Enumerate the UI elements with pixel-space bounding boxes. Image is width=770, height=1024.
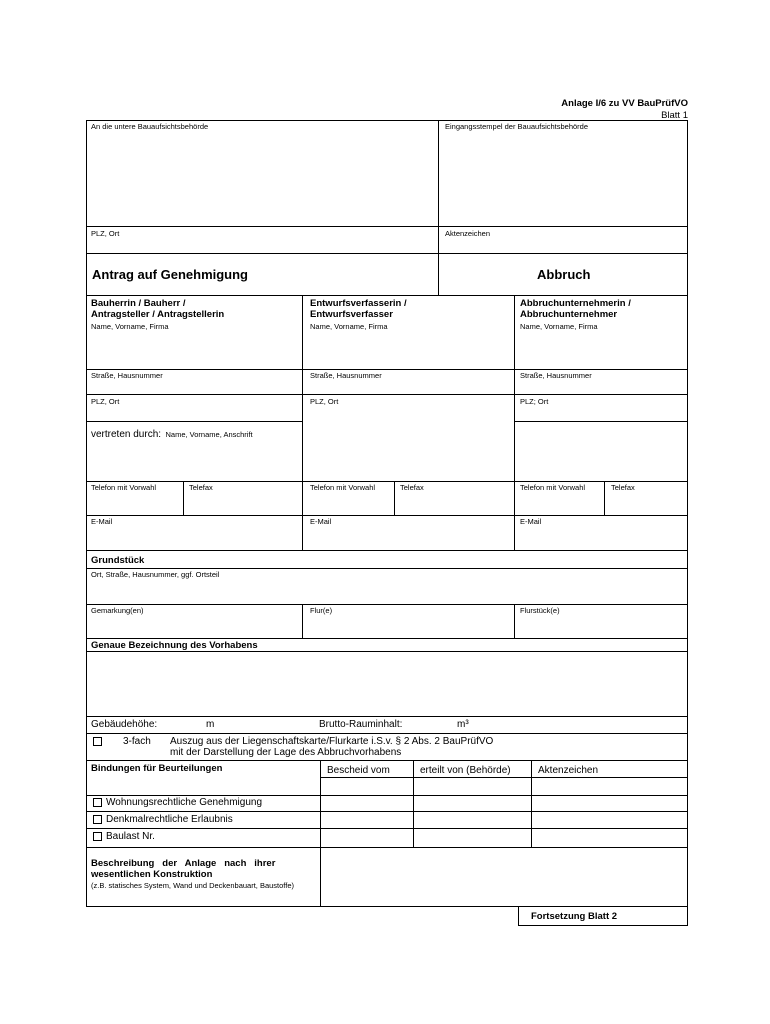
- party-1-plz-field[interactable]: [87, 406, 301, 420]
- party-2-title-line2: Entwurfsverfasser: [310, 309, 393, 320]
- volume-unit: m³: [457, 719, 469, 730]
- party-3-email-label: E-Mail: [520, 517, 542, 526]
- akten-field[interactable]: [532, 796, 686, 846]
- bescheid-field[interactable]: [321, 796, 412, 846]
- project-title: Genaue Bezeichnung des Vorhabens: [91, 640, 258, 651]
- excerpt-line1: Auszug aus der Liegenschaftskarte/Flurkarte i.S.v. § 2 Abs. 2 BauPrüfVO: [170, 736, 494, 747]
- flur-label: Flur(e): [310, 606, 333, 615]
- represented-field[interactable]: [87, 437, 301, 480]
- property-address-label: Ort, Straße, Hausnummer, ggf. Ortsteil: [91, 570, 220, 579]
- description-title-line1: Beschreibung der Anlage nach ihrer: [91, 858, 276, 869]
- party-1-email-field[interactable]: [87, 527, 301, 549]
- party-1-title-line1: Bauherrin / Bauherr /: [91, 298, 186, 309]
- party-2-email-label: E-Mail: [310, 517, 332, 526]
- volume-label: Brutto-Rauminhalt:: [319, 719, 403, 730]
- party-2-name-label: Name, Vorname, Firma: [310, 322, 388, 331]
- binding-1-label: Wohnungsrechtliche Genehmigung: [106, 797, 263, 808]
- property-title: Grundstück: [91, 555, 145, 566]
- party-1-email-label: E-Mail: [91, 517, 113, 526]
- authority-label: An die untere Bauaufsichtsbehörde: [91, 122, 209, 131]
- aktenzeichen-field[interactable]: [439, 238, 686, 252]
- aktenzeichen-label: Aktenzeichen: [445, 229, 491, 238]
- party-1-name-field[interactable]: [87, 332, 301, 368]
- description-field[interactable]: [321, 848, 686, 905]
- bindings-title: Bindungen für Beurteilungen: [91, 763, 223, 774]
- height-unit: m: [206, 719, 215, 730]
- party-2-fax-label: Telefax: [400, 483, 424, 492]
- party-3-title-line2: Abbruchunternehmer: [520, 309, 618, 320]
- party-2-phone-label: Telefon mit Vorwahl: [310, 483, 376, 492]
- gemarkung-label: Gemarkung(en): [91, 606, 144, 615]
- party-3-name-label: Name, Vorname, Firma: [520, 322, 598, 331]
- party-3-phone-label: Telefon mit Vorwahl: [520, 483, 586, 492]
- continue-label: Fortsetzung Blatt 2: [531, 911, 618, 922]
- plz-ort-label: PLZ, Ort: [91, 229, 120, 238]
- party-2-street-label: Straße, Hausnummer: [310, 371, 382, 380]
- represented-hint: Name, Vorname, Anschrift: [165, 430, 253, 439]
- col-erteilt-header: erteilt von (Behörde): [420, 765, 511, 776]
- party-1-phone-label: Telefon mit Vorwahl: [91, 483, 157, 492]
- party-1-title-line2: Antragsteller / Antragstellerin: [91, 309, 225, 320]
- annex-label: Anlage I/6 zu VV BauPrüfVO: [561, 98, 688, 109]
- party-3-title-line1: Abbruchunternehmerin /: [520, 298, 631, 309]
- height-label: Gebäudehöhe:: [91, 719, 158, 730]
- party-1-name-label: Name, Vorname, Firma: [91, 322, 169, 331]
- party-1-street-label: Straße, Hausnummer: [91, 371, 163, 380]
- stamp-label: Eingangsstempel der Bauaufsichtsbehörde: [445, 122, 589, 131]
- binding-2-label: Denkmalrechtliche Erlaubnis: [106, 814, 233, 825]
- party-3-plz-label: PLZ; Ort: [520, 397, 549, 406]
- represented-label: vertreten durch:: [91, 429, 162, 440]
- property-address-field[interactable]: [87, 580, 686, 603]
- binding-1-checkbox[interactable]: [93, 798, 102, 807]
- plz-ort-field[interactable]: [87, 238, 437, 252]
- party-2-plz-label: PLZ, Ort: [310, 397, 339, 406]
- col-bescheid-header: Bescheid vom: [327, 765, 390, 776]
- binding-3-label: Baulast Nr.: [106, 831, 155, 842]
- party-3-street-label: Straße, Hausnummer: [520, 371, 592, 380]
- party-3-fax-label: Telefax: [611, 483, 635, 492]
- party-3-name-field[interactable]: [515, 332, 686, 368]
- description-hint: (z.B. statisches System, Wand und Deckenbauart, Baustoffe): [91, 881, 295, 890]
- binding-2-checkbox[interactable]: [93, 815, 102, 824]
- binding-3-checkbox[interactable]: [93, 832, 102, 841]
- col-akten-header: Aktenzeichen: [538, 765, 599, 776]
- authority-field[interactable]: [87, 131, 437, 225]
- form-title: Antrag auf Genehmigung: [92, 267, 248, 282]
- party-1-fax-label: Telefax: [189, 483, 213, 492]
- party-1-plz-label: PLZ, Ort: [91, 397, 120, 406]
- flurstueck-label: Flurstück(e): [520, 606, 560, 615]
- erteilt-field[interactable]: [414, 796, 530, 846]
- sheet-label: Blatt 1: [661, 110, 688, 121]
- excerpt-line2: mit der Darstellung der Lage des Abbruchvorhabens: [170, 747, 402, 758]
- party-2-name-field[interactable]: [303, 332, 513, 368]
- excerpt-count: 3-fach: [123, 736, 151, 747]
- party-2-title-line1: Entwurfsverfasserin /: [310, 298, 407, 309]
- party-1-street-field[interactable]: [87, 380, 301, 393]
- description-title-line2: wesentlichen Konstruktion: [91, 869, 213, 880]
- project-description-field[interactable]: [87, 653, 686, 715]
- excerpt-checkbox[interactable]: [93, 737, 102, 746]
- form-type: Abbruch: [537, 267, 591, 282]
